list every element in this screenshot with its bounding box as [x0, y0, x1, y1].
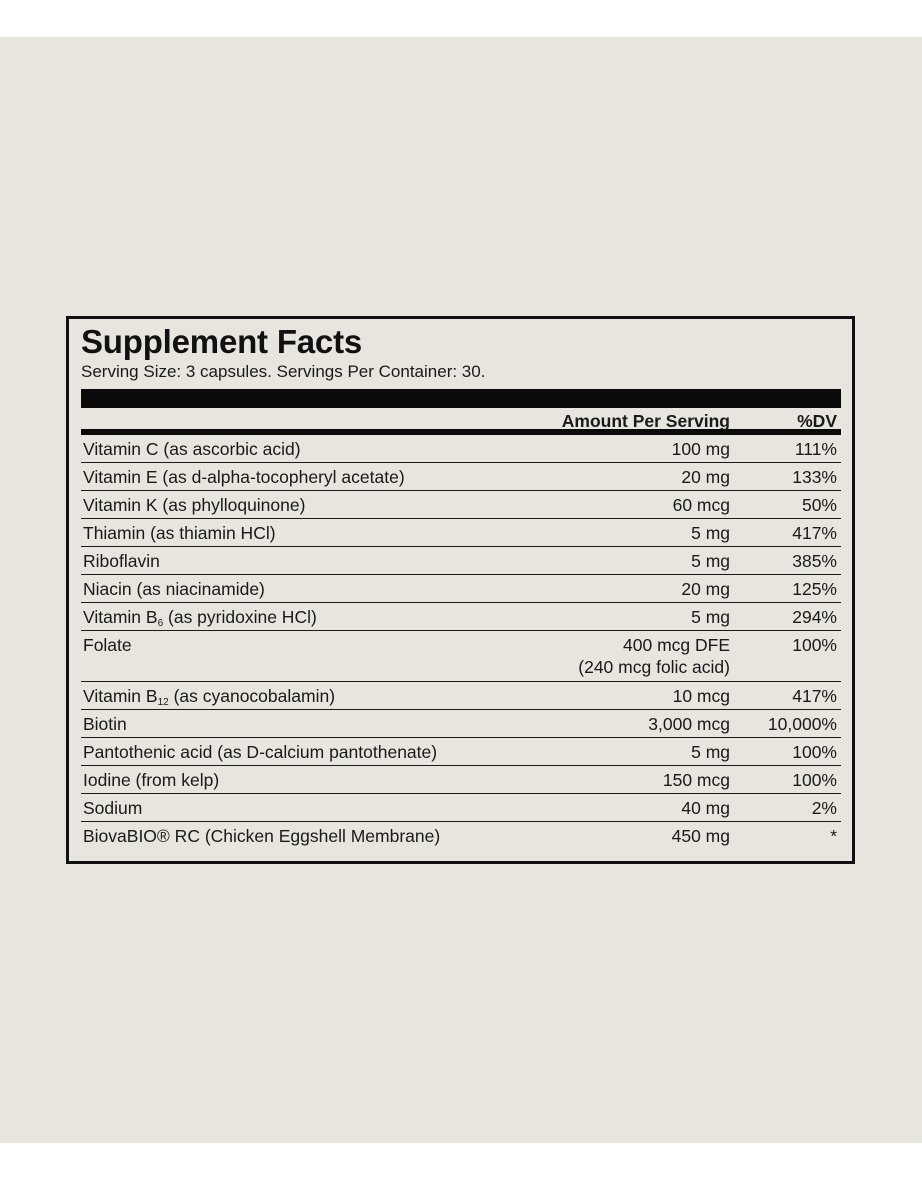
nutrient-name	[81, 606, 553, 628]
nutrient-dv: 385%	[792, 551, 837, 571]
nutrient-name: Niacin (as niacinamide)	[83, 579, 265, 599]
nutrient-dv: 100%	[792, 742, 837, 762]
nutrient-amount: 10 mcg	[672, 686, 730, 706]
nutrient-amount: 20 mg	[681, 467, 730, 487]
nutrient-row	[81, 463, 841, 491]
nutrient-dv: 417%	[792, 523, 837, 543]
nutrient-row	[81, 794, 841, 822]
nutrient-name: Thiamin (as thiamin HCl)	[83, 523, 276, 543]
nutrient-dv: 111%	[794, 439, 837, 459]
nutrient-dv: 100%	[792, 770, 837, 790]
nutrient-name: Vitamin E (as d-alpha-tocopheryl acetate)	[83, 467, 405, 487]
nutrient-amount: 60 mcg	[672, 495, 730, 515]
nutrient-amount: 3,000 mcg	[648, 714, 730, 734]
nutrient-name: BiovaBIO® RC (Chicken Eggshell Membrane)	[83, 826, 441, 846]
supplement-facts-panel	[66, 316, 855, 864]
nutrient-row	[81, 822, 841, 850]
nutrient-row	[81, 603, 841, 631]
panel-title: Supplement Facts	[81, 323, 363, 360]
nutrient-name: Sodium	[83, 798, 143, 818]
nutrient-amount	[553, 634, 730, 678]
nutrient-amount: 450 mg	[671, 826, 730, 846]
nutrient-dv: 2%	[811, 798, 837, 818]
name-suffix: (as cyanocobalamin)	[168, 686, 336, 706]
name-prefix: Vitamin B	[83, 607, 158, 627]
amount-note: (240 mcg folic acid)	[578, 657, 730, 677]
nutrient-amount: 5 mg	[691, 607, 730, 627]
nutrient-row	[81, 519, 841, 547]
nutrient-row	[81, 710, 841, 738]
nutrient-dv: 125%	[792, 579, 837, 599]
name-subscript: 6	[157, 618, 164, 629]
thick-divider	[81, 389, 841, 408]
nutrient-dv: 417%	[792, 686, 837, 706]
nutrient-name	[81, 685, 553, 707]
nutrient-name: Vitamin K (as phylloquinone)	[83, 495, 306, 515]
nutrient-amount: 150 mcg	[662, 770, 730, 790]
nutrient-dv: 10,000%	[767, 714, 837, 734]
nutrient-row	[81, 435, 841, 463]
column-header-row	[81, 408, 841, 435]
nutrient-name: Vitamin C (as ascorbic acid)	[83, 439, 301, 459]
name-suffix: (as pyridoxine HCl)	[163, 607, 317, 627]
nutrient-name: Riboflavin	[83, 551, 160, 571]
amount-primary: 400 mcg DFE	[623, 635, 730, 655]
serving-info: Serving Size: 3 capsules. Servings Per Container: 30.	[81, 362, 486, 381]
nutrient-dv: 100%	[792, 635, 837, 655]
nutrient-row	[81, 491, 841, 519]
nutrient-amount: 40 mg	[681, 798, 730, 818]
nutrient-dv: 50%	[801, 495, 837, 515]
nutrient-name: Folate	[83, 635, 132, 655]
header-amount: Amount Per Serving	[561, 411, 730, 431]
nutrient-row	[81, 766, 841, 794]
nutrient-row	[81, 575, 841, 603]
nutrient-amount: 5 mg	[691, 523, 730, 543]
nutrient-dv: *	[830, 826, 837, 846]
nutrient-row	[81, 547, 841, 575]
nutrient-dv: 133%	[792, 467, 837, 487]
nutrient-row	[81, 631, 841, 682]
nutrient-row	[81, 682, 841, 710]
nutrient-name: Iodine (from kelp)	[83, 770, 220, 790]
nutrient-amount: 20 mg	[681, 579, 730, 599]
header-dv: %DV	[797, 411, 837, 431]
nutrient-amount: 100 mg	[671, 439, 730, 459]
nutrient-name: Biotin	[83, 714, 127, 734]
nutrient-amount: 5 mg	[691, 551, 730, 571]
nutrient-dv: 294%	[792, 607, 837, 627]
nutrient-amount: 5 mg	[691, 742, 730, 762]
nutrient-row	[81, 738, 841, 766]
name-prefix: Vitamin B	[83, 686, 158, 706]
name-subscript: 12	[157, 697, 169, 708]
nutrient-name: Pantothenic acid (as D-calcium pantothenate)	[83, 742, 438, 762]
